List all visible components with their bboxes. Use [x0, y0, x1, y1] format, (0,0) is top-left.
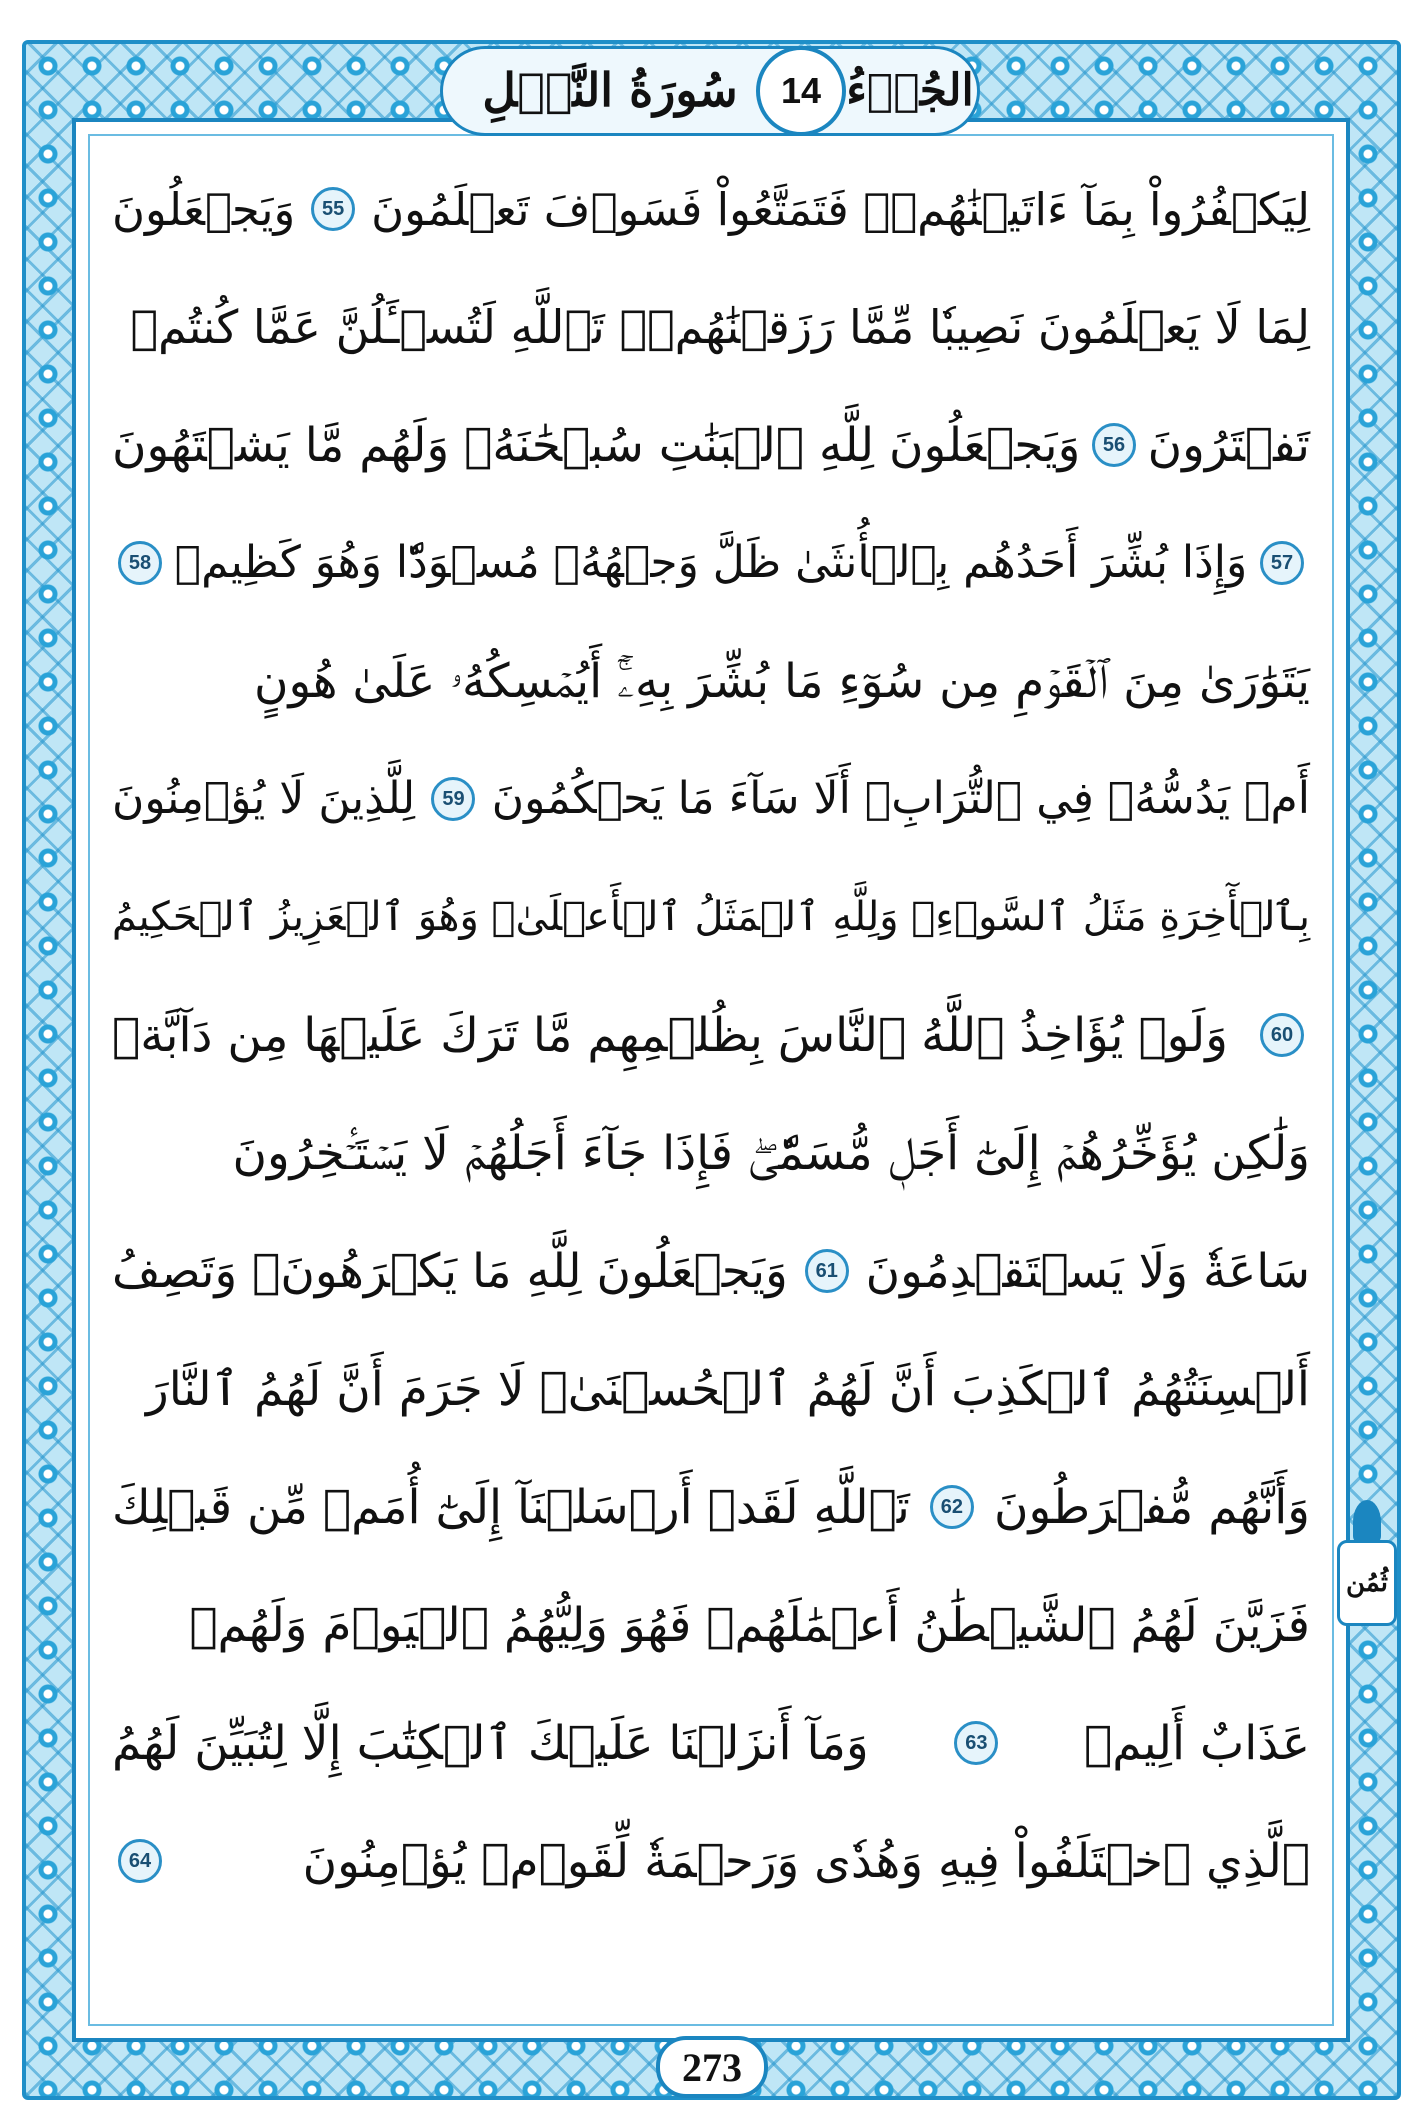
verse-line	[112, 1330, 1310, 1448]
verse-line	[112, 1212, 1310, 1330]
ayah-number-marker: 62	[930, 1485, 974, 1529]
verse-text: لِمَا لَا يَعۡلَمُونَ نَصِيبٗا مِّمَّا رَزَقۡنَٰهُمۡۗ تَٱللَّهِ لَتُسۡـَٔلُنَّ عَمَّا كُنتُمۡ	[130, 300, 1310, 354]
verse-line	[112, 1094, 1310, 1212]
ayah-number-marker: 63	[954, 1721, 998, 1765]
verse-text: وَيَجۡعَلُونَ لِلَّهِ ٱلۡبَنَٰتِ سُبۡحَٰنَهُۥ وَلَهُم مَّا يَشۡتَهُونَ	[112, 417, 1081, 473]
verse-line	[112, 504, 1310, 622]
verse-text: وَمَآ أَنزَلۡنَا عَلَيۡكَ ٱلۡكِتَٰبَ إِلَّا لِتُبَيِّنَ لَهُمُ	[112, 1715, 869, 1771]
verse-line	[112, 150, 1310, 268]
verse-text: وَلَوۡ يُؤَاخِذُ ٱللَّهُ ٱلنَّاسَ بِظُلۡمِهِم مَّا تَرَكَ عَلَيۡهَا مِن دَآبَّةٖ	[112, 1007, 1228, 1063]
verse-text: وَإِذَا بُشِّرَ أَحَدُهُم بِٱلۡأُنثَىٰ ظَلَّ وَجۡهُهُۥ مُسۡوَدّٗا وَهُوَ كَظِيمٞ	[174, 537, 1248, 588]
juz-number-badge: 14	[756, 46, 846, 136]
ayah-number-marker: 58	[118, 541, 162, 585]
verse-text: وَأَنَّهُم مُّفۡرَطُونَ	[993, 1479, 1310, 1535]
verse-text: أَلۡسِنَتُهُمُ ٱلۡكَذِبَ أَنَّ لَهُمُ ٱلۡحُسۡنَىٰۖ لَا جَرَمَ أَنَّ لَهُمُ ٱلنَّارَ	[146, 1361, 1310, 1417]
verse-line	[112, 1684, 1310, 1802]
hizb-ornament-icon	[1353, 1500, 1381, 1544]
verse-line	[112, 622, 1310, 740]
ayah-number-marker: 57	[1260, 541, 1304, 585]
ayah-number-marker: 55	[311, 187, 355, 231]
verse-text: بِٱلۡأٓخِرَةِ مَثَلُ ٱلسَّوۡءِۖ وَلِلَّهِ ٱلۡمَثَلُ ٱلۡأَعۡلَىٰۚ وَهُوَ ٱلۡعَزِيزُ ٱلۡحَكِيمُ	[111, 894, 1310, 940]
verse-text: عَذَابٌ أَلِيمٞ	[1083, 1715, 1310, 1771]
ayah-number-marker: 61	[805, 1249, 849, 1293]
verse-text: تَفۡتَرُونَ	[1147, 417, 1310, 473]
ayah-number-marker: 60	[1260, 1013, 1304, 1057]
verse-text: وَيَجۡعَلُونَ لِلَّهِ مَا يَكۡرَهُونَۚ وَتَصِفُ	[112, 1243, 788, 1299]
verse-text: أَمۡ يَدُسُّهُۥ فِي ٱلتُّرَابِۗ أَلَا سَآءَ مَا يَحۡكُمُونَ	[491, 773, 1310, 824]
ayah-number-marker: 64	[118, 1839, 162, 1883]
verse-text: يَتَوَٰرَىٰ مِنَ ٱلۡقَوۡمِ مِن سُوٓءِ مَا بُشِّرَ بِهِۦٓۚ أَيُمۡسِكُهُۥ عَلَىٰ هُونٍ	[253, 653, 1310, 709]
verse-text: وَيَجۡعَلُونَ	[112, 182, 296, 236]
verse-line	[112, 740, 1310, 858]
page-number: 273	[656, 2036, 768, 2098]
hizb-marker	[1335, 1500, 1399, 1640]
verse-line	[112, 976, 1310, 1094]
hizb-marker-label: ثُمُن	[1337, 1540, 1397, 1626]
verse-line	[112, 858, 1310, 976]
verse-line	[112, 386, 1310, 504]
verse-text: لِيَكۡفُرُواْ بِمَآ ءَاتَيۡنَٰهُمۡۚ فَتَمَتَّعُواْ فَسَوۡفَ تَعۡلَمُونَ	[371, 182, 1310, 236]
verse-line	[112, 1448, 1310, 1566]
verse-text: وَلَٰكِن يُؤَخِّرُهُمۡ إِلَىٰٓ أَجَلٖ مُّسَمّٗىۖ فَإِذَا جَآءَ أَجَلُهُمۡ لَا يَسۡتَـٔۡخِرُونَ	[232, 1125, 1310, 1181]
verse-text: فَزَيَّنَ لَهُمُ ٱلشَّيۡطَٰنُ أَعۡمَٰلَهُمۡ فَهُوَ وَلِيُّهُمُ ٱلۡيَوۡمَ وَلَهُمۡ	[189, 1597, 1310, 1653]
verse-text: ٱلَّذِي ٱخۡتَلَفُواْ فِيهِ وَهُدٗى وَرَحۡمَةٗ لِّقَوۡمٖ يُؤۡمِنُونَ	[302, 1833, 1310, 1889]
ayah-number-marker: 56	[1092, 423, 1136, 467]
verse-text: لِلَّذِينَ لَا يُؤۡمِنُونَ	[112, 773, 416, 824]
verse-lines	[112, 150, 1310, 1920]
juz-label: الجُزۡءُ	[846, 64, 974, 116]
verse-text: سَاعَةٗ وَلَا يَسۡتَقۡدِمُونَ	[865, 1243, 1310, 1299]
ayah-number-marker: 59	[431, 777, 475, 821]
verse-line	[112, 1566, 1310, 1684]
surah-name: سُورَةُ النَّحۡلِ	[482, 63, 738, 117]
verse-line	[112, 268, 1310, 386]
verse-text: تَٱللَّهِ لَقَدۡ أَرۡسَلۡنَآ إِلَىٰٓ أُمَمٖ مِّن قَبۡلِكَ	[112, 1479, 910, 1535]
verse-line	[112, 1802, 1310, 1920]
